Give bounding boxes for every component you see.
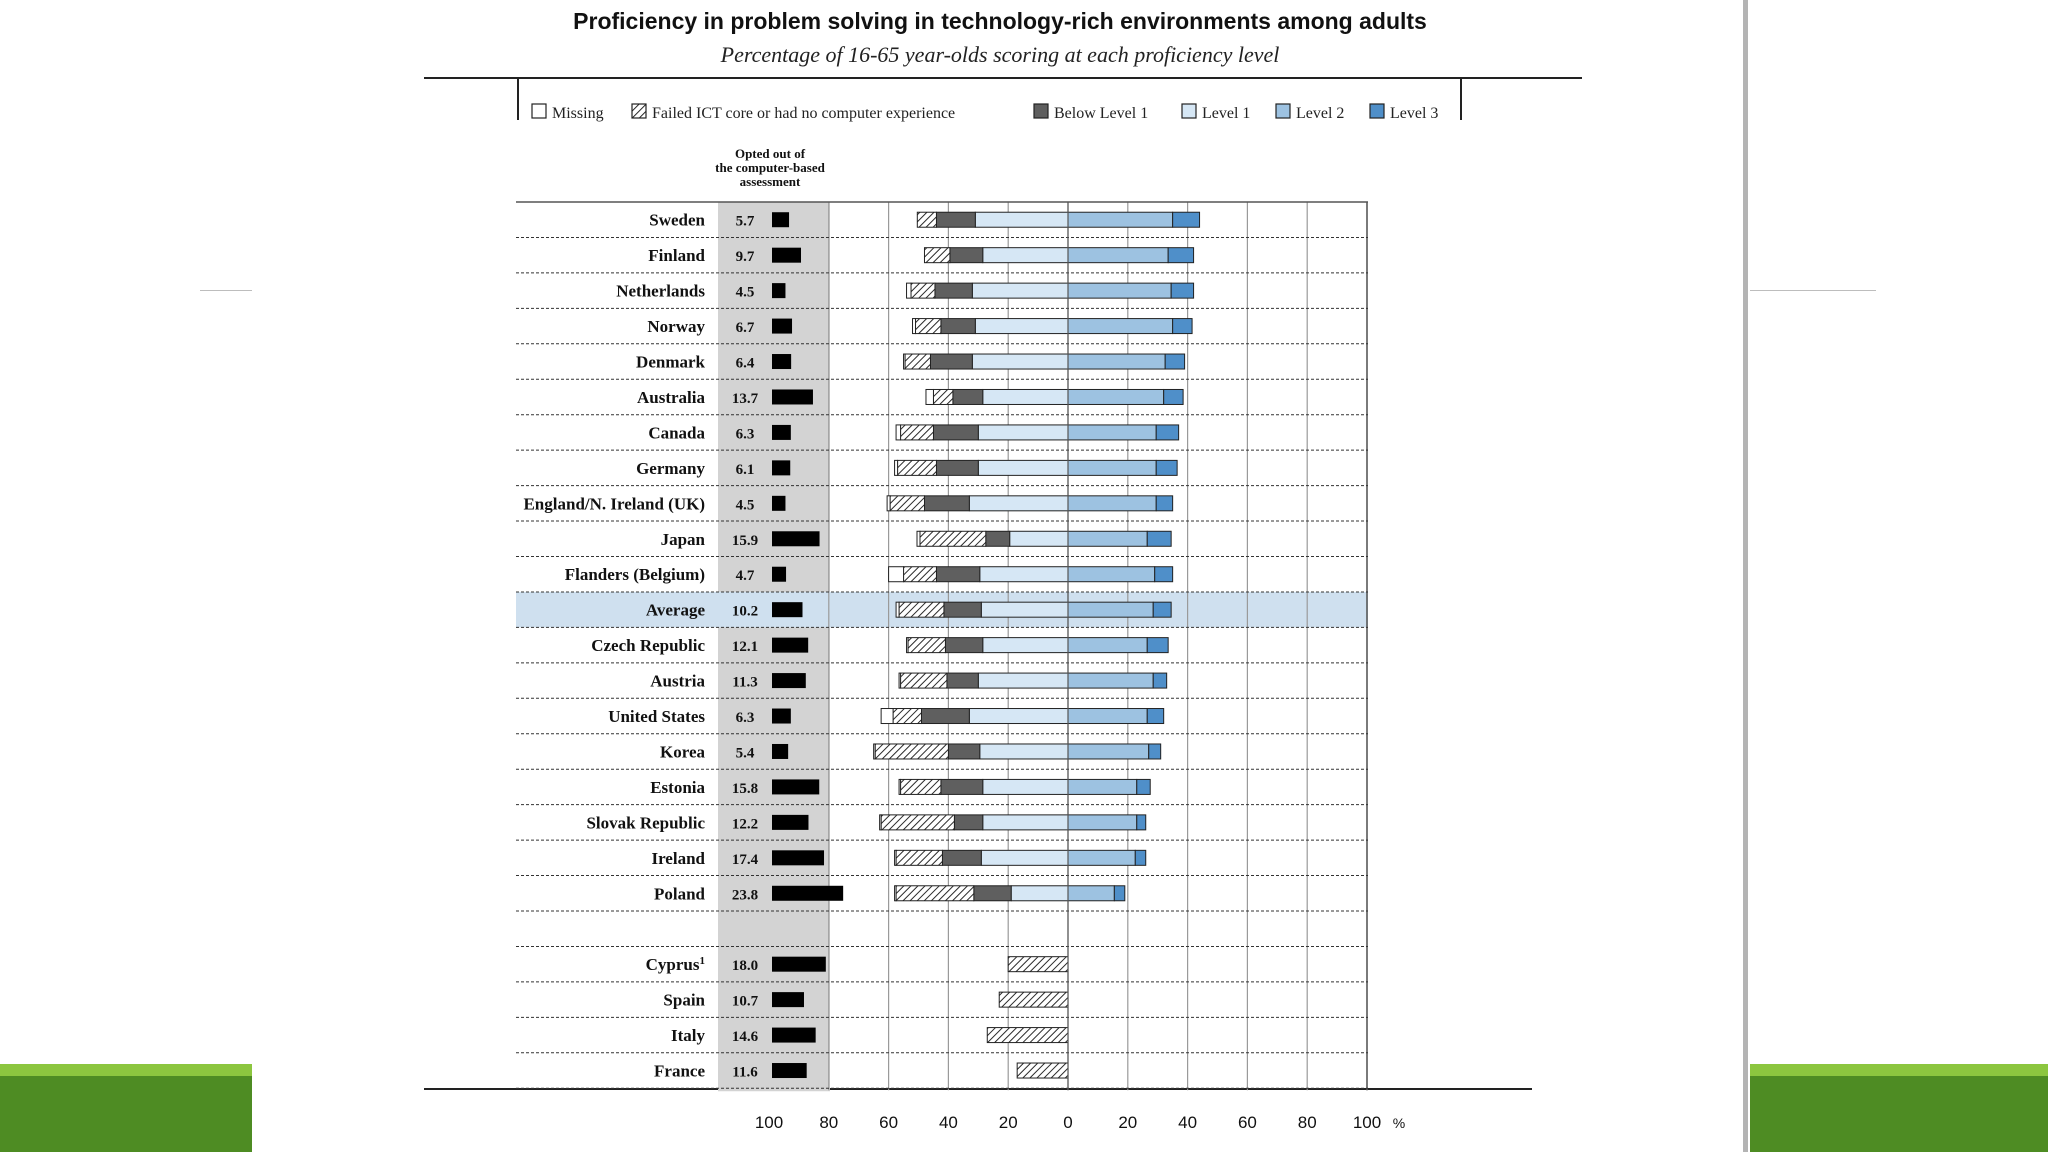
- legend-label-level2: Level 2: [1296, 105, 1345, 122]
- bar-segment-level1: [981, 850, 1068, 865]
- bar-segment-level1: [983, 248, 1068, 263]
- opted-out-bar: [772, 531, 820, 546]
- bar-segment-level2: [1068, 212, 1173, 227]
- bar-segment-failed-ict: [911, 283, 935, 298]
- bar-segment-level3: [1135, 850, 1145, 865]
- bar-segment-level1: [969, 709, 1068, 724]
- opted-out-value-label: 15.8: [731, 780, 759, 797]
- bar-segment-level2: [1068, 389, 1164, 404]
- x-tick-label: 40: [1178, 1113, 1198, 1132]
- bar-segment-level2: [1068, 638, 1147, 653]
- opted-out-value-label: 6.4: [735, 355, 755, 372]
- opted-out-bar: [772, 319, 792, 334]
- opted-out-value-label: 12.1: [731, 639, 759, 656]
- country-label: Poland: [653, 884, 705, 904]
- bar-segment-failed-ict: [893, 709, 921, 724]
- bar-segment-level3: [1147, 709, 1163, 724]
- bar-segment-level2: [1068, 460, 1156, 475]
- bar-segment-level1: [983, 779, 1068, 794]
- bar-segment-below-level1: [935, 283, 972, 298]
- bar-segment-failed-ict: [1017, 1063, 1068, 1078]
- opted-out-bar: [772, 496, 785, 511]
- bar-segment-missing: [881, 709, 893, 724]
- opted-out-value-label: 9.7: [735, 249, 755, 266]
- bar-segment-failed-ict: [890, 496, 924, 511]
- x-tick-label: 80: [1297, 1113, 1317, 1132]
- opted-out-value-label: 4.5: [735, 284, 755, 301]
- opted-out-bar: [772, 886, 843, 901]
- opted-out-bar: [772, 425, 791, 440]
- bar-segment-failed-ict: [896, 850, 942, 865]
- country-label: Australia: [637, 387, 705, 407]
- country-label: Ireland: [651, 848, 705, 868]
- country-label: Denmark: [636, 352, 705, 372]
- bar-segment-below-level1: [930, 354, 972, 369]
- opted-out-value-label: 10.7: [731, 993, 759, 1010]
- opted-out-bar: [772, 1063, 807, 1078]
- bar-segment-level2: [1068, 886, 1114, 901]
- bar-segment-failed-ict: [916, 319, 941, 334]
- country-label: Germany: [636, 458, 705, 478]
- legend-swatch-failed_ict: [632, 104, 646, 118]
- opted-out-bar: [772, 815, 808, 830]
- bar-segment-level2: [1068, 283, 1171, 298]
- country-label: Cyprus$^1$: [645, 955, 705, 975]
- opted-out-value-label: 4.5: [735, 497, 755, 514]
- opted-out-value-label: 5.7: [735, 213, 755, 230]
- opted-out-value-label: 15.9: [731, 532, 759, 549]
- bar-segment-level2: [1068, 709, 1147, 724]
- x-unit-label: %: [1392, 1115, 1406, 1131]
- bar-segment-level3: [1156, 460, 1177, 475]
- bar-segment-below-level1: [945, 638, 982, 653]
- bar-segment-level2: [1068, 850, 1135, 865]
- bar-segment-level1: [975, 212, 1068, 227]
- bar-segment-level2: [1068, 248, 1168, 263]
- bar-segment-failed-ict: [904, 567, 937, 582]
- bar-segment-failed-ict: [924, 248, 949, 263]
- country-label: Sweden: [649, 210, 705, 230]
- country-label: France: [654, 1061, 705, 1081]
- bar-segment-level2: [1068, 567, 1155, 582]
- bar-segment-missing: [896, 602, 899, 617]
- bar-segment-level2: [1068, 779, 1137, 794]
- bar-segment-below-level1: [933, 425, 978, 440]
- x-tick-label: 100: [1352, 1113, 1382, 1132]
- bar-segment-missing: [899, 779, 900, 794]
- bar-segment-level1: [975, 319, 1068, 334]
- opted-out-bar: [772, 744, 788, 759]
- bar-segment-level3: [1114, 886, 1124, 901]
- bar-segment-failed-ict: [1008, 957, 1068, 972]
- bar-segment-failed-ict: [917, 212, 936, 227]
- bar-segment-level1: [972, 283, 1068, 298]
- x-tick-label: 100: [754, 1113, 784, 1132]
- legend-swatch-below_level1: [1034, 104, 1048, 118]
- opted-out-value-label: 10.2: [731, 603, 759, 620]
- opted-out-bar: [772, 779, 819, 794]
- bar-segment-level1: [980, 567, 1068, 582]
- bar-segment-level2: [1068, 531, 1147, 546]
- opted-out-value-label: 11.3: [732, 674, 758, 691]
- opted-out-value-label: 13.7: [731, 390, 759, 407]
- bar-segment-below-level1: [950, 248, 983, 263]
- bar-segment-missing: [896, 425, 900, 440]
- bar-segment-failed-ict: [881, 815, 954, 830]
- bar-segment-below-level1: [924, 496, 969, 511]
- bar-segment-level3: [1173, 212, 1200, 227]
- bar-segment-level3: [1155, 567, 1173, 582]
- bar-segment-below-level1: [944, 602, 981, 617]
- bar-segment-level3: [1137, 779, 1150, 794]
- x-tick-label: 20: [1118, 1113, 1138, 1132]
- bar-segment-failed-ict: [896, 886, 974, 901]
- opted-out-value-label: 6.7: [735, 320, 755, 337]
- opted-out-bar: [772, 567, 786, 582]
- bar-segment-missing: [889, 567, 904, 582]
- bar-segment-missing: [913, 319, 916, 334]
- bar-segment-level2: [1068, 815, 1137, 830]
- bar-segment-missing: [895, 886, 896, 901]
- opted-out-header-line: the computer-based: [715, 160, 825, 175]
- x-tick-label: 80: [819, 1113, 839, 1132]
- legend-swatch-missing: [532, 104, 546, 118]
- bar-segment-failed-ict: [899, 602, 944, 617]
- opted-out-bar: [772, 212, 789, 227]
- bar-segment-missing: [895, 460, 898, 475]
- country-label: Italy: [671, 1026, 705, 1046]
- bar-segment-below-level1: [954, 815, 982, 830]
- bar-segment-failed-ict: [901, 425, 934, 440]
- bar-segment-below-level1: [921, 709, 969, 724]
- opted-out-bar: [772, 673, 806, 688]
- country-label-superscript: 1: [699, 955, 705, 968]
- bar-segment-missing: [907, 283, 911, 298]
- bar-segment-level3: [1149, 744, 1161, 759]
- bar-segment-level1: [969, 496, 1068, 511]
- country-label: Korea: [659, 742, 705, 762]
- bar-segment-missing: [904, 354, 905, 369]
- opted-out-bar: [772, 283, 785, 298]
- bar-segment-level3: [1164, 389, 1183, 404]
- bar-segment-level1: [1011, 886, 1068, 901]
- country-label: Norway: [647, 317, 705, 337]
- opted-out-bar: [772, 957, 826, 972]
- x-tick-label: 60: [1237, 1113, 1257, 1132]
- bar-segment-missing: [874, 744, 875, 759]
- bar-segment-level3: [1153, 673, 1166, 688]
- bar-segment-level2: [1068, 354, 1165, 369]
- bar-segment-below-level1: [948, 744, 979, 759]
- bar-segment-missing: [926, 389, 933, 404]
- country-label: Flanders (Belgium): [564, 565, 705, 585]
- bar-segment-below-level1: [941, 779, 983, 794]
- bar-segment-level3: [1156, 425, 1178, 440]
- bar-segment-missing: [887, 496, 890, 511]
- bar-segment-level3: [1153, 602, 1171, 617]
- opted-out-value-label: 6.3: [735, 710, 755, 727]
- bar-segment-level3: [1173, 319, 1192, 334]
- legend-label-missing: Missing: [552, 105, 604, 122]
- opted-out-value-label: 11.6: [732, 1064, 758, 1081]
- bar-segment-below-level1: [941, 319, 975, 334]
- legend-label-failed_ict: Failed ICT core or had no computer experience: [652, 105, 956, 122]
- opted-out-bar: [772, 389, 813, 404]
- bar-segment-level2: [1068, 602, 1153, 617]
- opted-out-value-label: 17.4: [731, 851, 759, 868]
- bar-segment-level1: [1010, 531, 1068, 546]
- country-label: Finland: [648, 246, 705, 266]
- opted-out-bar: [772, 460, 790, 475]
- x-tick-label: 20: [998, 1113, 1018, 1132]
- legend-label-level3: Level 3: [1390, 105, 1439, 122]
- legend-swatch-level3: [1370, 104, 1384, 118]
- bar-segment-missing: [899, 673, 900, 688]
- bar-segment-failed-ict: [901, 673, 947, 688]
- opted-out-bar: [772, 709, 791, 724]
- opted-out-header-line: assessment: [739, 174, 801, 189]
- opted-out-value-label: 5.4: [735, 745, 755, 762]
- bar-segment-below-level1: [947, 673, 978, 688]
- bar-segment-level1: [983, 815, 1068, 830]
- opted-out-bar: [772, 850, 824, 865]
- country-label: Czech Republic: [591, 636, 705, 656]
- bar-segment-level1: [978, 425, 1068, 440]
- bar-segment-level3: [1137, 815, 1146, 830]
- opted-out-value-label: 18.0: [731, 958, 759, 975]
- legend-swatch-level2: [1276, 104, 1290, 118]
- bar-segment-level1: [983, 638, 1068, 653]
- country-label: Estonia: [650, 777, 705, 797]
- bar-segment-level2: [1068, 425, 1156, 440]
- bar-segment-level1: [981, 602, 1068, 617]
- opted-out-bar: [772, 354, 791, 369]
- bar-segment-failed-ict: [999, 992, 1068, 1007]
- bar-segment-level2: [1068, 673, 1153, 688]
- opted-out-value-label: 6.3: [735, 426, 755, 443]
- country-label: Slovak Republic: [586, 813, 705, 833]
- opted-out-bar: [772, 1028, 816, 1043]
- country-label: United States: [608, 707, 705, 727]
- bar-segment-failed-ict: [901, 779, 941, 794]
- bar-segment-below-level1: [936, 212, 975, 227]
- bar-segment-below-level1: [936, 460, 978, 475]
- bar-segment-missing: [895, 850, 896, 865]
- x-tick-label: 40: [938, 1113, 958, 1132]
- bar-segment-failed-ict: [908, 638, 945, 653]
- bar-segment-level1: [972, 354, 1068, 369]
- legend-label-level1: Level 1: [1202, 105, 1251, 122]
- bar-segment-failed-ict: [987, 1028, 1068, 1043]
- country-label: Average: [645, 600, 705, 620]
- bar-segment-failed-ict: [875, 744, 948, 759]
- opted-out-value-label: 14.6: [731, 1029, 759, 1046]
- bar-segment-missing: [917, 531, 920, 546]
- opted-out-value-label: 6.1: [735, 461, 755, 478]
- chart-subtitle: Percentage of 16-65 year-olds scoring at each proficiency level: [720, 42, 1280, 67]
- bar-segment-below-level1: [974, 886, 1011, 901]
- country-label: Austria: [650, 671, 705, 691]
- bar-segment-failed-ict: [933, 389, 952, 404]
- bar-segment-below-level1: [942, 850, 981, 865]
- bar-segment-level3: [1171, 283, 1193, 298]
- bar-segment-level3: [1156, 496, 1172, 511]
- bar-segment-below-level1: [986, 531, 1010, 546]
- bar-segment-failed-ict: [920, 531, 986, 546]
- bar-segment-level3: [1147, 531, 1171, 546]
- opted-out-value-label: 12.2: [731, 816, 759, 833]
- country-label: Netherlands: [616, 281, 705, 301]
- bar-segment-level2: [1068, 319, 1173, 334]
- bar-segment-failed-ict: [905, 354, 930, 369]
- bar-segment-missing: [907, 638, 908, 653]
- bar-segment-missing: [880, 815, 881, 830]
- bar-segment-level3: [1165, 354, 1184, 369]
- opted-out-value-label: 23.8: [731, 887, 759, 904]
- opted-out-bar: [772, 992, 804, 1007]
- x-tick-label: 0: [1063, 1113, 1073, 1132]
- legend-label-below_level1: Below Level 1: [1054, 105, 1149, 122]
- bar-segment-below-level1: [953, 389, 983, 404]
- bar-segment-level1: [978, 460, 1068, 475]
- opted-out-bar: [772, 602, 802, 617]
- bar-segment-level2: [1068, 496, 1156, 511]
- chart-title: Proficiency in problem solving in technology-rich environments among adults: [573, 8, 1427, 34]
- bar-segment-level1: [983, 389, 1068, 404]
- bar-segment-level1: [980, 744, 1068, 759]
- bar-segment-level3: [1147, 638, 1168, 653]
- opted-out-header-line: Opted out of: [734, 146, 806, 161]
- x-tick-label: 60: [879, 1113, 899, 1132]
- country-label: Spain: [663, 990, 705, 1010]
- country-label: Canada: [648, 423, 705, 443]
- country-label: Japan: [660, 529, 705, 549]
- bar-segment-level2: [1068, 744, 1149, 759]
- bar-segment-below-level1: [936, 567, 979, 582]
- legend-swatch-level1: [1182, 104, 1196, 118]
- opted-out-bar: [772, 248, 801, 263]
- opted-out-bar: [772, 638, 808, 653]
- bar-segment-level3: [1168, 248, 1193, 263]
- country-label: England/N. Ireland (UK): [523, 494, 705, 514]
- bar-segment-level1: [978, 673, 1068, 688]
- opted-out-value-label: 4.7: [735, 568, 755, 585]
- bar-segment-failed-ict: [898, 460, 937, 475]
